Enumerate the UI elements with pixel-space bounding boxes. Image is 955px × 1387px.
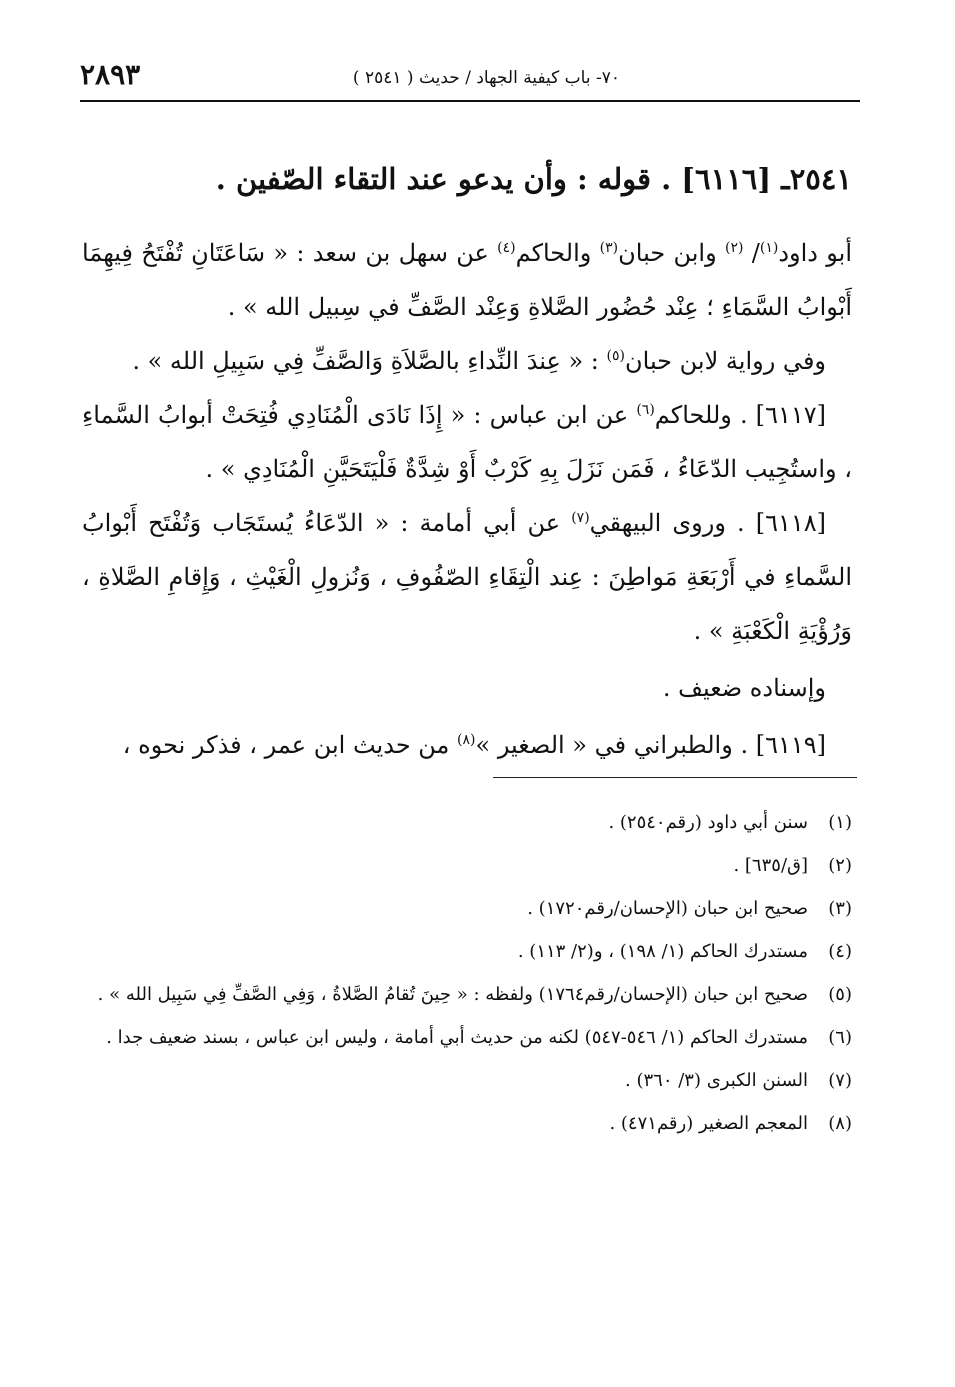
footnote bbox=[82, 1107, 852, 1141]
text-run: عن سهل بن سعد : « سَاعَتَانِ تُفْتَحُ فِيهِمَا أَبْوابُ السَّمَاءِ ؛ عِنْد حُضُور الصَّلاةِ وَعِنْد الصَّفِّ في سِبيل الله » . bbox=[82, 239, 852, 321]
footnote-number: (٦) bbox=[828, 1027, 852, 1048]
footnote-ref: (٢) bbox=[724, 240, 744, 256]
text-run: / bbox=[743, 239, 760, 267]
footnote-number: (٢) bbox=[828, 855, 852, 876]
footnote-ref: (٨) bbox=[457, 732, 476, 748]
footnote bbox=[82, 892, 852, 926]
paragraph bbox=[82, 718, 852, 772]
paragraph bbox=[82, 661, 852, 715]
page-header bbox=[80, 58, 860, 98]
text-run: عن أبي أمامة : « الدّعَاءُ يُستَجَاب وَتُفْتَح أَبْوابُ السَّماءِ في أَرْبَعَةِ مَواطِنَ : عِند الْتِقَاءِ الصّفُوفِ ، وَنُزولِ الْغَيْثِ ، وَإِقامِ الصَّلاةِ ، وَرُؤْيَةِ الْكَعْبَةِ » . bbox=[82, 509, 852, 645]
footnote bbox=[82, 978, 852, 1012]
footnote-text: السنن الكبرى (٣/ ٣٦٠) . bbox=[625, 1070, 808, 1091]
text-run: وإسناده ضعيف . bbox=[662, 674, 826, 702]
text-run: عن ابن عباس : « إِذَا نَادَى الْمُنَادِي فُتِحَتْ أبوابُ السَّماءِ ، واستُجِيب الدّعَاءُ ، فَمَن نَزَلَ بِهِ كَرْبٌ أَوْ شِدَّةٌ فَلْيَتَحَيَّنِ الْمُنَادِي » . bbox=[82, 401, 852, 483]
footnote-ref: (٣) bbox=[599, 240, 619, 256]
text-run: : « عِندَ النِّداءِ بالصَّلاَةِ وَالصَّفِّ فِي سَبِيلِ الله » . bbox=[132, 347, 607, 375]
text-run: والحاكم bbox=[515, 239, 600, 267]
text-run: من حديث ابن عمر ، فذكر نحوه ، bbox=[122, 731, 458, 759]
footnote-text: [ق/٦٣٥] . bbox=[733, 855, 808, 876]
footnote bbox=[82, 1021, 852, 1055]
footnote-number: (١) bbox=[828, 812, 852, 833]
running-title: ٧٠- باب كيفية الجهاد / حديث ( ٢٥٤١ ) bbox=[352, 68, 620, 88]
footnote-separator bbox=[493, 777, 857, 778]
footnote-number: (٧) bbox=[828, 1070, 852, 1091]
page-number: ٢٨٩٣ bbox=[80, 58, 141, 91]
footnote-ref: (١) bbox=[759, 240, 779, 256]
text-run: أبو داود bbox=[778, 239, 852, 267]
text-run: [٦١١٩] . والطبراني في « الصغير » bbox=[475, 731, 826, 759]
paragraph bbox=[82, 226, 852, 334]
footnote bbox=[82, 849, 852, 883]
text-run: [٦١١٧] . وللحاكم bbox=[654, 401, 826, 429]
footnote bbox=[82, 806, 852, 840]
footnote bbox=[82, 935, 852, 969]
text-run: [٦١١٨] . وروى البيهقي bbox=[589, 509, 826, 537]
footnote-ref: (٧) bbox=[571, 510, 590, 526]
section-heading: ٢٥٤١ـ [٦١١٦] . قوله : وأن يدعو عند التقاء الصّفين . bbox=[215, 162, 852, 196]
footnote-text: صحيح ابن حبان (الإحسان/رقم١٧٦٤) ولفظه : « حِينَ تُقامُ الصَّلاةُ ، وَفِي الصَّفِّ فِي سَبِيل الله » . bbox=[97, 984, 808, 1005]
footnote-number: (٣) bbox=[828, 898, 852, 919]
paragraph bbox=[82, 388, 852, 496]
footnote-text: صحيح ابن حبان (الإحسان/رقم١٧٢٠) . bbox=[527, 898, 808, 919]
footnote-text: سنن أبي داود (رقم٢٥٤٠) . bbox=[608, 812, 808, 833]
footnote-text: مستدرك الحاكم (١/ ١٩٨) ، و(٢/ ١١٣) . bbox=[517, 941, 808, 962]
footnote-ref: (٤) bbox=[497, 240, 516, 256]
footnote-ref: (٦) bbox=[636, 402, 655, 418]
text-run: وفي رواية لابن حبان bbox=[625, 347, 826, 375]
footnote bbox=[82, 1064, 852, 1098]
footnote-text: المعجم الصغير (رقم٤٧١) . bbox=[609, 1113, 808, 1134]
paragraph bbox=[82, 496, 852, 658]
footnote-number: (٤) bbox=[828, 941, 852, 962]
footnote-text: مستدرك الحاكم (١/ ٥٤٦-٥٤٧) لكنه من حديث أبي أمامة ، وليس ابن عباس ، بسند ضعيف جدا . bbox=[106, 1027, 808, 1048]
header-rule bbox=[80, 100, 860, 102]
main-text bbox=[82, 226, 852, 772]
footnote-ref: (٥) bbox=[606, 348, 625, 364]
text-run: وابن حبان bbox=[618, 239, 725, 267]
footnote-number: (٨) bbox=[828, 1113, 852, 1134]
footnotes bbox=[82, 806, 852, 1150]
footnote-number: (٥) bbox=[828, 984, 852, 1005]
paragraph bbox=[82, 334, 852, 388]
